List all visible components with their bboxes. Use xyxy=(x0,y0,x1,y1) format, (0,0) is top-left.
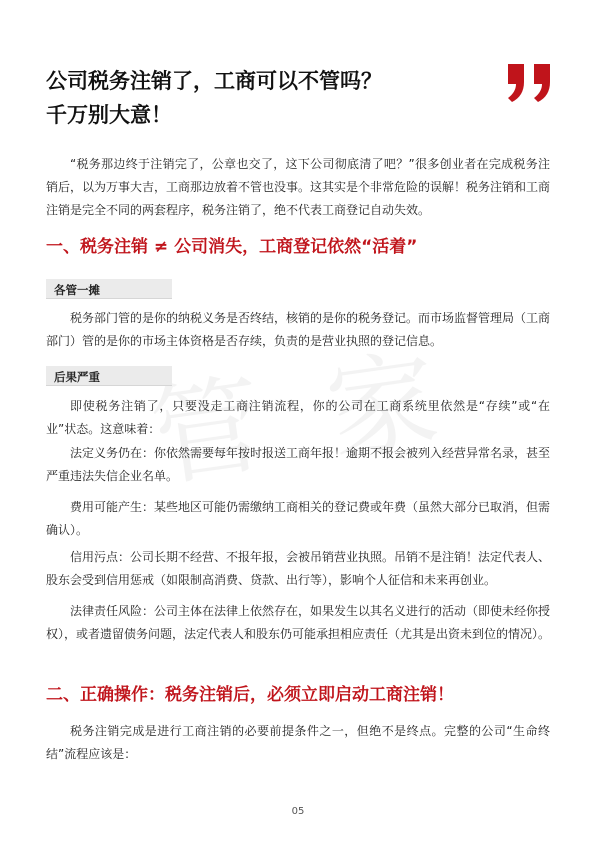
tag2-paragraph: 即使税务注销了，只要没走工商注销流程，你的公司在工商系统里依然是“存续”或“在业”状态。这意味着： xyxy=(46,399,550,436)
section-2-paragraph: 税务注销完成是进行工商注销的必要前提条件之一，但绝不是终点。完整的公司“生命终结”流程应该是： xyxy=(46,724,550,761)
quote-mark-icon xyxy=(504,62,556,104)
tag-后果严重 xyxy=(46,366,172,386)
title-line-2: 千万别大意！ xyxy=(46,103,172,127)
section-2-heading: 二、正确操作：税务注销后，必须立即启动工商注销！ xyxy=(46,685,454,705)
tag-各管一摊 xyxy=(46,279,172,299)
point-obligation: 法定义务仍在：你依然需要每年按时报送工商年报！逾期不报会被列入经营异常名录，甚至严重违法失信企业名单。 xyxy=(46,446,551,483)
page-title xyxy=(46,64,476,132)
tag-label: 各管一摊 xyxy=(54,283,100,297)
tag1-paragraph: 税务部门管的是你的纳税义务是否终结，核销的是你的税务登记。而市场监督管理局（工商部门）管的是你的市场主体资格是否存续，负责的是营业执照的登记信息。 xyxy=(46,311,551,348)
point-legal-risk: 法律责任风险：公司主体在法律上依然存在，如果发生以其名义进行的活动（即使未经你授权），或者遗留债务问题，法定代表人和股东仍可能承担相应责任（尤其是出资未到位的情况）。 xyxy=(46,604,551,641)
point-credit: 信用污点：公司长期不经营、不报年报，会被吊销营业执照。吊销不是注销！法定代表人、股东会受到信用惩戒（如限制高消费、贷款、出行等），影响个人征信和未来再创业。 xyxy=(46,550,551,587)
intro-paragraph: “税务那边终于注销完了，公章也交了，这下公司彻底清了吧？”很多创业者在完成税务注销后，以为万事大吉，工商那边放着不管也没事。这其实是个非常危险的误解！税务注销和工商注销是完全不同的两套程序，税务注销了，绝不代表工商登记自动失效。 xyxy=(46,157,551,217)
title-line-1: 公司税务注销了，工商可以不管吗？ xyxy=(46,69,382,93)
page-number: 05 xyxy=(291,806,305,817)
tag-label: 后果严重 xyxy=(54,370,100,384)
point-fees: 费用可能产生：某些地区可能仍需缴纳工商相关的登记费或年费（虽然大部分已取消，但需确认）。 xyxy=(46,500,551,537)
section-1-heading: 一、税务注销 ≠ 公司消失，工商登记依然“活着” xyxy=(46,237,418,257)
